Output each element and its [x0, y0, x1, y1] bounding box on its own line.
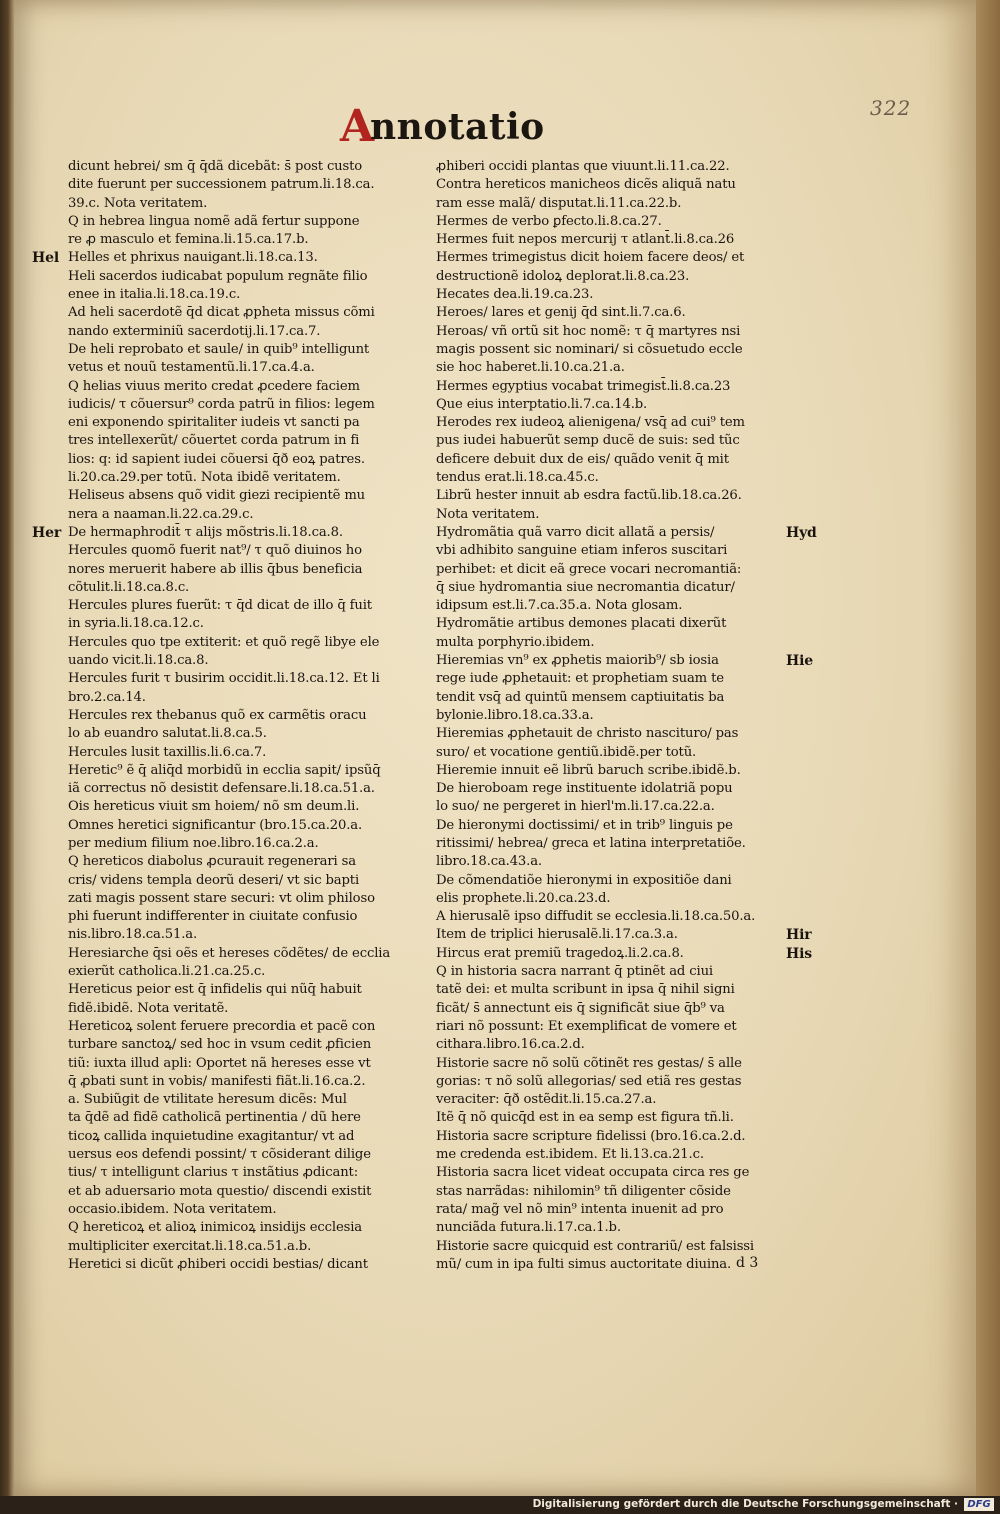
text-line: occasio.ibidem. Nota veritatem.	[68, 1201, 277, 1217]
text-line: cõtulit.li.18.ca.8.c.	[68, 579, 190, 595]
text-line: uersus eos defendi possint/ τ cõsiderant dilige	[68, 1147, 371, 1163]
text-line: Hercules furit τ busirim occidit.li.18.ca.12. Et li	[68, 671, 380, 687]
text-line: Hereticoꝝ solent feruere precordia et pacẽ con	[68, 1018, 376, 1034]
text-line: vetus et nouũ testamentũ.li.17.ca.4.a.	[68, 360, 315, 376]
text-line: lios: q: id sapient iudei cõuersi q̄ð eoꝝ patres.	[68, 451, 365, 467]
text-line: fidẽ.ibidẽ. Nota veritatẽ.	[68, 1000, 229, 1016]
running-header	[340, 102, 600, 152]
text-line: De hermaphrodit̄ τ alijs mõstris.li.18.ca.8. Her	[32, 524, 343, 541]
text-line: Ad heli sacerdotẽ q̄d dicat ꝓpheta missus cõmi	[68, 305, 375, 321]
margin-label: Hir	[786, 927, 812, 944]
text-line: De hieronymi doctissimi/ et in trib⁹ linguis pe	[436, 817, 733, 833]
text-line: ram esse malã/ disputat.li.11.ca.22.b.	[436, 195, 682, 211]
text-line: Heroas/ vñ ortũ sit hoc nomẽ: τ q̄ martyres nsi	[436, 323, 741, 339]
text-line: mũ/ cum in ipa fulti simus auctoritate diuina.	[436, 1256, 732, 1272]
text-line: Q hereticos diabolus ꝓcurauit regenerari sa	[68, 854, 356, 870]
text-line: Omnes heretici significantur (bro.15.ca.20.a.	[68, 817, 363, 833]
text-line: Heli sacerdos iudicabat populum regnãte filio	[68, 268, 368, 284]
text-line: turbare sanctoꝝ/ sed hoc in vsum cedit ꝓficien	[68, 1037, 372, 1053]
text-line: uando vicit.li.18.ca.8.	[68, 653, 209, 669]
text-line: sie hoc haberet.li.10.ca.21.a.	[436, 360, 625, 376]
text-line: Helles et phrixus nauigant.li.18.ca.13. Hel	[32, 250, 318, 267]
footer-bar	[0, 1496, 1000, 1514]
margin-label: Hel	[32, 250, 60, 267]
text-line: iã correctus nõ desistit defensare.li.18.ca.51.a.	[68, 781, 375, 797]
text-line: dicunt hebrei/ sm q̄ q̄dã dicebãt: s̄ post custo	[68, 159, 363, 174]
text-line: De hieroboam rege instituente idolatriã popu	[436, 781, 733, 797]
text-line: deficere debuit dux de eis/ quãdo venit q̄ mit	[436, 451, 729, 467]
text-line: cris/ videns templa deorũ deseri/ vt sic bapti	[68, 872, 360, 888]
text-line: cithara.libro.16.ca.2.d.	[436, 1037, 585, 1053]
text-line: Contra hereticos manicheos dicẽs aliquã natu	[436, 177, 736, 193]
text-line: Hermes trimegistus dicit hoiem facere deos/ et	[436, 250, 745, 266]
text-line: tiũ: iuxta illud apli: Oportet nã hereses esse vt	[68, 1055, 371, 1071]
signature-mark: d 3	[736, 1255, 759, 1271]
margin-label: Hie	[786, 653, 814, 670]
text-line: li.20.ca.29.per totũ. Nota ibidẽ veritatem.	[68, 470, 341, 486]
text-line: ticoꝝ callida inquietudine exagitantur/ vt ad	[68, 1128, 355, 1144]
text-line: Q in hebrea lingua nomẽ adã fertur suppone	[68, 213, 360, 229]
text-line: nera a naaman.li.22.ca.29.c.	[68, 506, 254, 522]
text-line: stas narrãdas: nihilomin⁹ tñ diligenter cõside	[436, 1183, 731, 1199]
text-line: 39.c. Nota veritatem.	[68, 195, 208, 211]
text-line: lo ab euandro salutat.li.8.ca.5.	[68, 726, 267, 742]
text-line: Hieremias ꝓphetauit de christo nasciturο/ pas	[436, 726, 739, 742]
right-column	[436, 158, 817, 1274]
text-line: eni exponendo spiritaliter iudeis vt sancti pa	[68, 415, 360, 431]
funding-credit: Digitalisierung gefördert durch die Deutsche Forschungsgemeinschaft ·	[532, 1498, 958, 1510]
text-line: Hermes de verbo ꝑfecto.li.8.ca.27.	[436, 213, 662, 229]
text-line: Historia sacre scripture fidelissi (bro.16.ca.2.d.	[436, 1128, 746, 1144]
text-line: Librũ hester innuit ab esdra factũ.lib.18.ca.26.	[436, 488, 742, 504]
text-line: lo suo/ ne pergeret in hierl'm.li.17.ca.22.a.	[436, 799, 715, 815]
text-line: Hieremias vn⁹ ex ꝓphetis maiorib⁹/ sb iosia Hie	[436, 653, 814, 670]
text-line: me credenda est.ibidem. Et li.13.ca.21.c.	[436, 1147, 704, 1163]
text-line: rata/ mag̃ vel nõ min⁹ intenta inuenit ad pro	[436, 1201, 724, 1217]
text-line: pus iudei habuerũt semp ducẽ de suis: sed tũc	[436, 433, 740, 449]
text-line: Historia sacra licet videat occupata circa res ge	[436, 1165, 750, 1181]
margin-label: Hyd	[786, 524, 817, 541]
margin-label: His	[786, 945, 812, 962]
text-line: tendit vsq̄ ad quintũ mensem captiuitatis ba	[436, 689, 725, 705]
text-line: ꝓhiberi occidi plantas que viuunt.li.11.ca.22.	[436, 159, 730, 174]
folio-number: 322	[870, 96, 912, 120]
margin-label: Her	[32, 524, 62, 541]
text-line: Hercules lusit taxillis.li.6.ca.7.	[68, 744, 267, 760]
text-line: idipsum est.li.7.ca.35.a. Nota glosam.	[436, 598, 683, 614]
text-line: Heretic⁹ ẽ q̄ aliq̄d morbidũ in ecclia sapit/ ipsũq̄	[68, 762, 381, 778]
text-line: rege iude ꝓphetauit: et prophetiam suam te	[436, 671, 724, 687]
text-line: Historie sacre quicquid est contrariũ/ est falsissi	[436, 1238, 754, 1254]
text-line: suro/ et vocatione gentiũ.ibidẽ.per totũ.	[436, 744, 697, 760]
text-line: Q helias viuus merito credat ꝓcedere faciem	[68, 378, 360, 394]
text-line: bro.2.ca.14.	[68, 689, 146, 705]
text-line: enee in italia.li.18.ca.19.c.	[68, 287, 241, 303]
text-line: multa porphyrio.ibidem.	[436, 634, 595, 650]
text-line: tendus erat.li.18.ca.45.c.	[436, 470, 599, 486]
text-line: per medium filium noe.libro.16.ca.2.a.	[68, 835, 319, 851]
text-line: multipliciter exercitat.li.18.ca.51.a.b.	[68, 1238, 312, 1254]
text-line: Hermes egyptius vocabat trimegist̄.li.8.ca.23	[436, 378, 731, 394]
left-column	[32, 158, 413, 1274]
text-line: iudicis/ τ cõuersur⁹ corda patrũ in filios: legem	[68, 396, 375, 412]
text-line: De cõmendatiõe hieronymi in expositiõe dani	[436, 872, 732, 888]
text-line: tres intellexerũt/ cõuertet corda patrum in fi	[68, 433, 360, 449]
text-line: zati magis possent stare securi: vt olim philoso	[68, 890, 375, 906]
text-line: tatẽ dei: et multa scribunt in ipsa q̄ nihil signi	[436, 982, 735, 998]
text-line: nunciãda futura.li.17.ca.1.b.	[436, 1220, 621, 1236]
text-line: phi fuerunt indifferenter in ciuitate confusio	[68, 909, 358, 925]
text-line: A hierusalẽ ipso diffudit se ecclesia.li.18.ca.50.a.	[436, 909, 756, 925]
text-line: perhibet: et dicit eã grece vocari necromantiã:	[436, 561, 742, 577]
text-line: Heroes/ lares et genij q̄d sint.li.7.ca.6.	[436, 305, 686, 321]
text-line: nores meruerit habere ab illis q̄bus beneficia	[68, 561, 363, 577]
text-line: dite fuerunt per successionem patrum.li.18.ca.	[68, 177, 375, 193]
header-title: nnotatio	[370, 106, 545, 148]
text-line: Herodes rex iudeoꝝ alienigena/ vsq̄ ad cui⁹ tem	[436, 415, 745, 431]
text-line: a. Subiũgit de vtilitate heresum dicẽs: Mul	[68, 1092, 347, 1108]
text-line: elis prophete.li.20.ca.23.d.	[436, 890, 611, 906]
text-line: Hercules plures fuerũt: τ q̄d dicat de illo q̄ fuit	[68, 598, 372, 614]
text-line: Itẽ q̄ nõ quicq̄d est in ea semp est figura tñ.li.	[436, 1110, 734, 1126]
text-line: vbi adhibito sanguine etiam inferos suscitari	[436, 543, 728, 559]
text-line: q̄ ꝓbati sunt in vobis/ manifesti fiãt.li.16.ca.2.	[68, 1073, 366, 1089]
text-line: Hieremie innuit eẽ librũ baruch scribe.ibidẽ.b.	[436, 762, 741, 778]
text-line: ritissimi/ hebrea/ greca et latina interpretatiõe.	[436, 835, 746, 851]
text-line: in syria.li.18.ca.12.c.	[68, 616, 204, 632]
header-initial: A	[340, 101, 375, 152]
text-line: Historie sacre nõ solũ cõtinẽt res gestas/ s̄ alle	[436, 1055, 742, 1071]
text-line: Item de triplici hierusalẽ.li.17.ca.3.a. Hir	[436, 927, 812, 944]
text-line: veraciter: q̄ð ostẽdit.li.15.ca.27.a.	[436, 1092, 657, 1108]
text-line: Q hereticoꝝ et alioꝝ inimicoꝝ insidijs ecclesia	[68, 1220, 363, 1236]
text-line: et ab aduersario mota questio/ discendi existit	[68, 1183, 372, 1199]
text-line: ta q̄dẽ ad fidẽ catholicã pertinentia / dũ here	[68, 1110, 361, 1126]
text-line: exierũt catholica.li.21.ca.25.c.	[68, 964, 266, 980]
text-line: Hercules quomõ fuerit nat⁹/ τ quõ diuinos ho	[68, 543, 362, 559]
text-line: Que eius interptatio.li.7.ca.14.b.	[436, 396, 648, 412]
text-line: bylonie.libro.18.ca.33.a.	[436, 707, 594, 723]
text-line: Hydromãtie artibus demones placati dixerũt	[436, 616, 727, 632]
text-line: destructionẽ idoloꝝ deplorat.li.8.ca.23.	[436, 268, 690, 284]
text-line: Q in historia sacra narrant q̄ ptinẽt ad ciui	[436, 964, 713, 980]
text-line: Hercules rex thebanus quõ ex carmẽtis oracu	[68, 707, 367, 723]
text-line: Heliseus absens quõ vidit giezi recipientẽ mu	[68, 488, 366, 504]
text-line: Heretici si dicũt ꝓhiberi occidi bestias/ dicant	[68, 1256, 368, 1272]
text-line: riari nõ possunt: Et exemplificat de vomere et	[436, 1018, 737, 1034]
text-line: magis possent sic nominari/ si cõsuetudo eccle	[436, 341, 743, 357]
text-line: ficãt/ s̄ annectunt eis q̄ significãt siue q̄b⁹ va	[436, 1000, 725, 1016]
text-line: gorias: τ nõ solũ allegorias/ sed etiã res gestas	[436, 1073, 742, 1089]
text-line: nando exterminiũ sacerdotij.li.17.ca.7.	[68, 323, 321, 339]
text-line: libro.18.ca.43.a.	[436, 854, 542, 870]
text-line: Hircus erat premiũ tragedoꝝ.li.2.ca.8. His	[436, 945, 812, 962]
text-line: nis.libro.18.ca.51.a.	[68, 927, 198, 943]
text-line: Ois hereticus viuit sm hoiem/ nõ sm deum.li.	[68, 799, 360, 815]
text-line: Nota veritatem.	[436, 506, 540, 522]
dfg-logo: DFG	[964, 1498, 994, 1511]
text-line: Heresiarche q̄si oẽs et hereses cõdẽtes/ de ecclia	[68, 945, 391, 961]
text-line: Hecates dea.li.19.ca.23.	[436, 287, 594, 303]
text-line: Hermes fuit nepos mercurij τ atlant̄.li.8.ca.26	[436, 232, 735, 248]
text-line: Hercules quo tpe extiterit: et quõ regẽ libye ele	[68, 634, 380, 650]
text-line: re ꝓ masculo et femina.li.15.ca.17.b.	[68, 232, 309, 248]
text-line: Hydromãtia quã varro dicit allatã a persis/ Hyd	[436, 524, 817, 541]
text-line: De heli reprobato et saule/ in quib⁹ intelligunt	[68, 341, 370, 357]
text-line: q̄ siue hydromantia siue necromantia dicatur/	[436, 579, 735, 595]
text-line: Hereticus peior est q̄ infidelis qui nũq̄ habuit	[68, 982, 362, 998]
text-line: tius/ τ intelligunt clarius τ instãtius ꝓdicant:	[68, 1165, 358, 1181]
